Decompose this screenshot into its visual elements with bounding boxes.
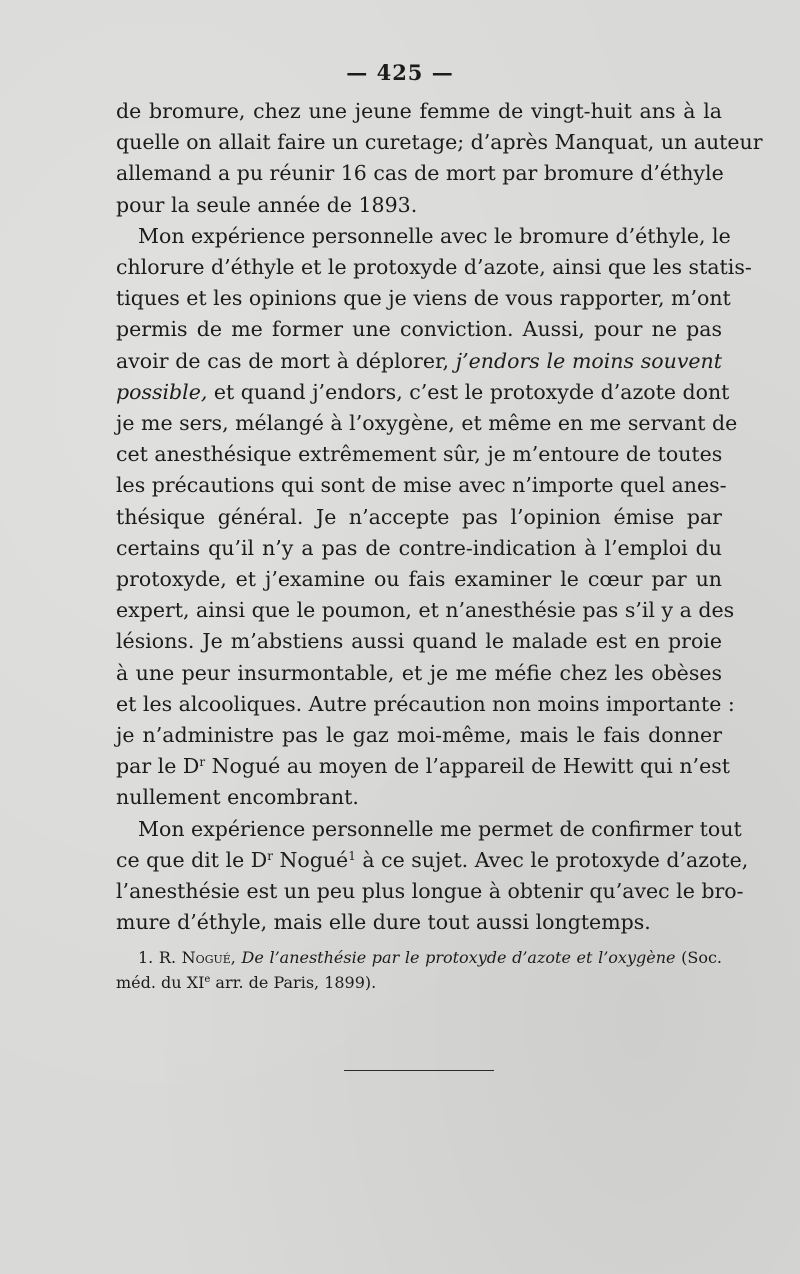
text-line: nullement encombrant. [116,785,359,810]
text-line [116,845,749,876]
text-line: protoxyde, et j’examine ou fais examiner le cœur par un [116,567,722,592]
end-rule [344,1070,494,1071]
text-line [116,751,730,782]
text-line: de bromure, chez une jeune femme de vingt-huit ans à la [116,99,722,123]
body-text [116,96,763,938]
text-span: par le D [116,754,200,779]
footnote-author: R. Nogué, [158,948,236,967]
text-line: Mon expérience personnelle me permet de confirmer tout [138,816,742,841]
text-line: les précautions qui sont de mise avec n’importe quel anes- [116,473,727,498]
text-span: Nogué au moyen de l’appareil de Hewitt qui n’est [205,754,730,779]
text-line: lésions. Je m’abstiens aussi quand le malade est en proie [116,629,722,654]
text-line: Mon expérience personnelle avec le bromure d’éthyle, le [138,223,731,248]
footnote-title: De l’anesthésie par le protoxyde d’azote et l’oxygène [241,948,676,967]
text-line: et les alcooliques. Autre précaution non moins importante : [116,691,735,716]
text-span: avoir de cas de mort à déplorer, [116,348,450,373]
text-line: mure d’éthyle, mais elle dure tout aussi longtemps. [116,910,651,935]
text-line: tiques et les opinions que je viens de vous rapporter, m’ont [116,286,731,311]
paragraph-3 [116,814,749,939]
text-line: je me sers, mélangé à l’oxygène, et même en me servant de [116,411,738,436]
text-span: à ce sujet. Avec le protoxyde d’azote, [355,847,749,872]
footnote [116,945,722,995]
text-line: quelle on allait faire un curetage; d’après Manquat, un auteur [116,130,763,155]
text-line: expert, ainsi que le poumon, et n’anesthésie pas s’il y a des [116,598,735,623]
footnote-ref: 1 [348,848,356,863]
text-line: allemand a pu réunir 16 cas de mort par bromure d’éthyle [116,161,724,186]
text-span: Nogué [272,847,349,872]
paragraph-1 [116,96,763,221]
emphasis-text: possible, [116,379,208,404]
text-line: chlorure d’éthyle et le protoxyde d’azote, ainsi que les statis- [116,255,752,280]
superscript: e [204,974,211,985]
text-line: certains qu’il n’y a pas de contre-indication à l’emploi du [116,535,722,560]
text-line: thésique général. Je n’accepte pas l’opinion émise par [116,504,722,529]
page-number: — 425 — [346,60,454,85]
text-line: pour la seule année de 1893. [116,192,418,217]
text-line: je n’administre pas le gaz moi-même, mais le fais donner [116,723,722,748]
text-line: cet anesthésique extrêmement sûr, je m’entoure de toutes [116,442,723,467]
footnote-line [116,945,722,970]
text-line: l’anesthésie est un peu plus longue à obtenir qu’avec le bro- [116,879,744,904]
superscript: r [267,848,273,863]
text-line: à une peur insurmontable, et je me méfie chez les obèses [116,660,722,685]
footnote-text: arr. de Paris, 1899). [210,973,377,992]
text-span: et quand j’endors, c’est le protoxyde d’azote dont [213,379,730,404]
paragraph-2 [116,221,752,814]
superscript: r [199,755,206,770]
footnote-text: (Soc. [681,948,722,967]
emphasis-text: j’endors le moins souvent [455,348,722,373]
text-line: permis de me former une conviction. Aussi, pour ne pas [116,317,722,342]
text-line [116,377,730,408]
footnote-line [116,970,722,995]
footnote-marker: 1. [138,948,154,967]
text-line [116,346,722,377]
text-span: ce que dit le D [116,847,268,872]
footnote-text: méd. du XI [116,973,205,992]
